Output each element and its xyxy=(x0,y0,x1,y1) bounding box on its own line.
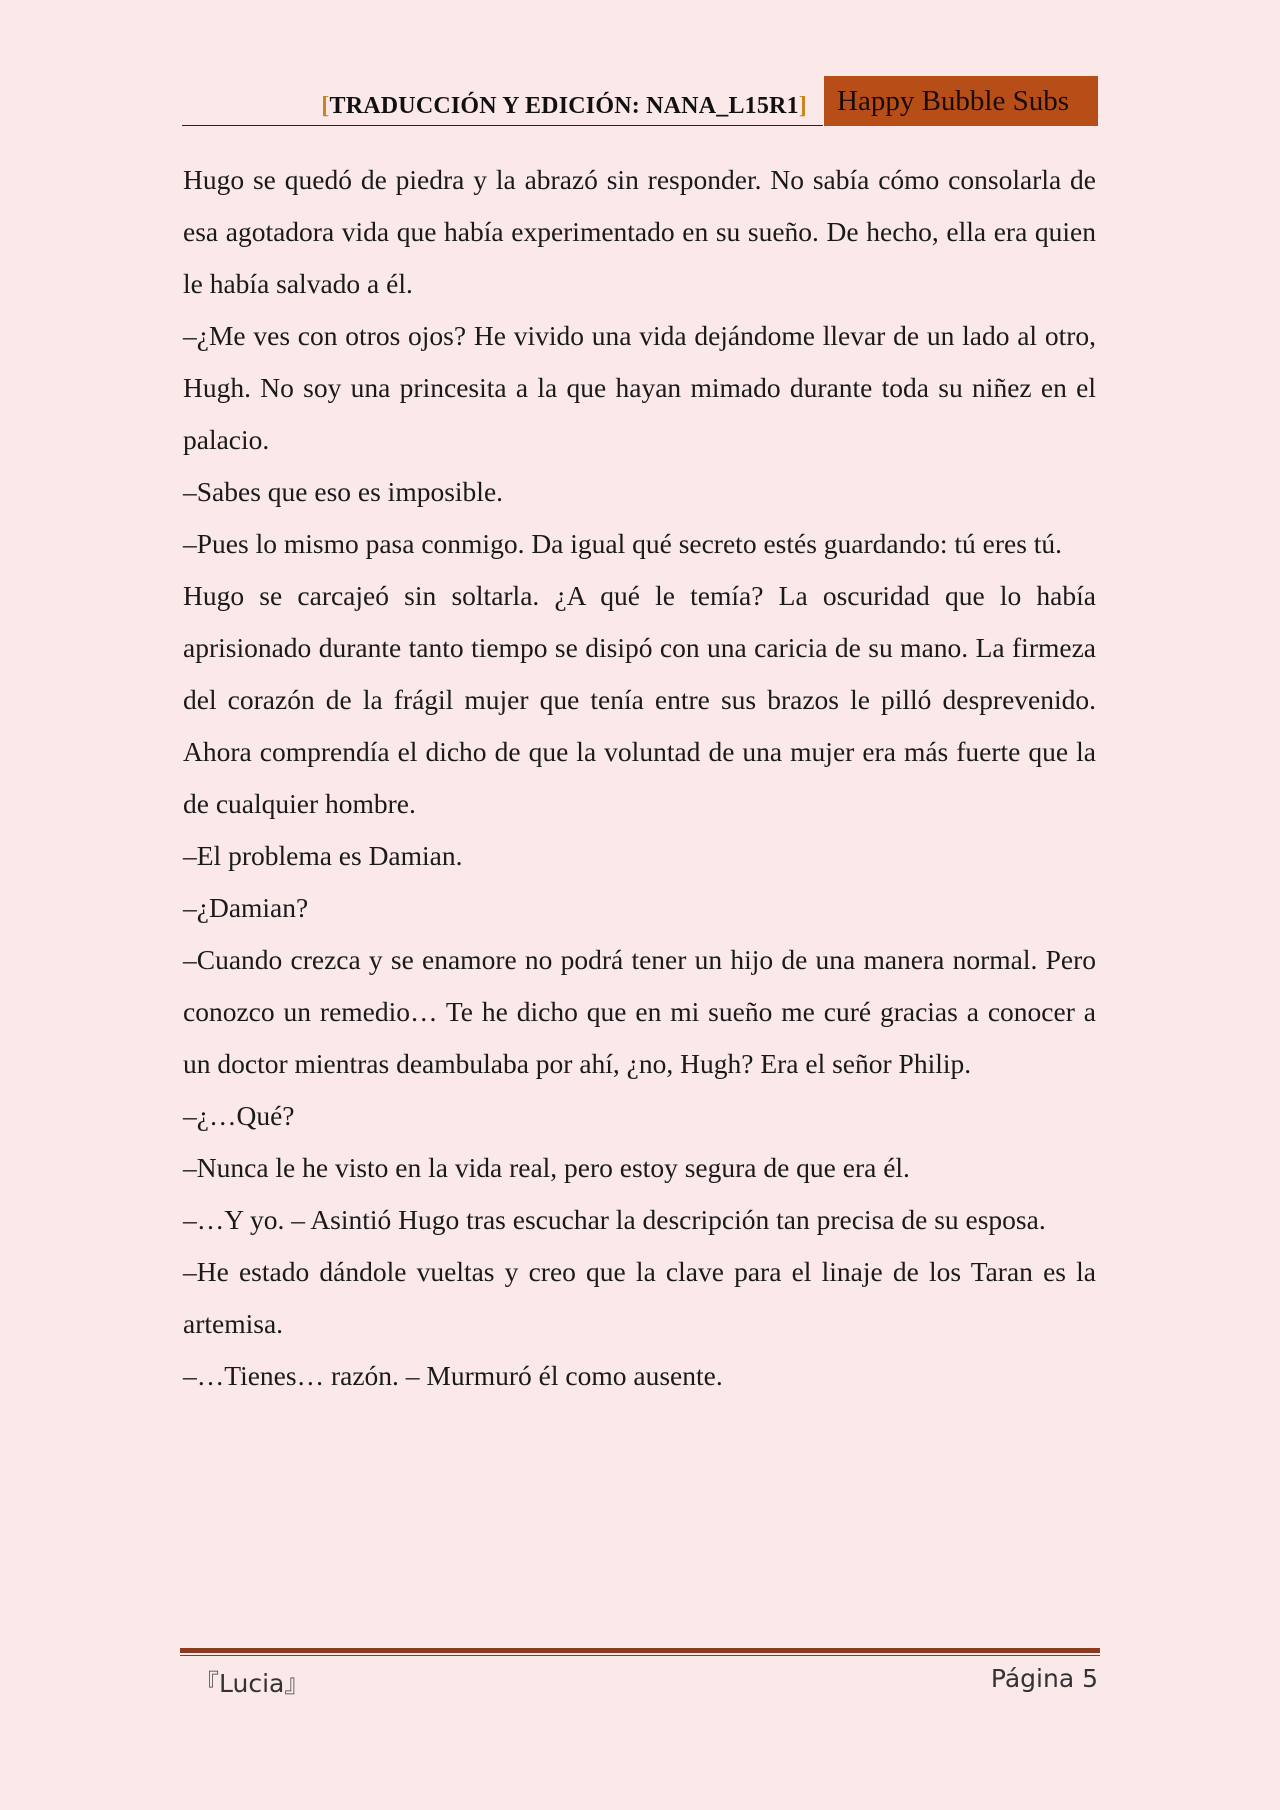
paragraph: –Nunca le he visto en la vida real, pero estoy segura de que era él. xyxy=(183,1152,910,1183)
header-title: TRADUCCIÓN Y EDICIÓN: NANA_L15R1 xyxy=(329,93,799,119)
paragraph: –Cuando crezca y se enamore no podrá tener un hijo de una manera normal. Pero conozco un remedio… Te he dicho que en mi sueño me curé gracias a conocer a un doctor mientras deambulaba por ahí, ¿no, Hugh? Era el señor Philip. xyxy=(183,944,1096,1079)
paragraph: Hugo se quedó de piedra y la abrazó sin responder. No sabía cómo consolarla de esa agotadora vida que había experimentado en su sueño. De hecho, ella era quien le había salvado a él. xyxy=(183,164,1096,299)
translation-credit xyxy=(321,93,807,120)
footer-row xyxy=(180,1662,1100,1706)
paragraph: –…Y yo. – Asintió Hugo tras escuchar la descripción tan precisa de su esposa. xyxy=(183,1204,1046,1235)
chapter-body xyxy=(183,154,1096,1402)
paragraph: –¿Me ves con otros ojos? He vivido una vida dejándome llevar de un lado al otro, Hugh. No soy una princesita a la que hayan mimado durante toda su niñez en el palacio. xyxy=(183,320,1096,455)
paragraph: –He estado dándole vueltas y creo que la clave para el linaje de los Taran es la artemisa. xyxy=(183,1256,1096,1339)
paragraph: –¿…Qué? xyxy=(183,1100,295,1131)
footer-rule-thin xyxy=(180,1655,1100,1656)
paragraph: –Sabes que eso es imposible. xyxy=(183,476,504,507)
paragraph: –…Tienes… razón. – Murmuró él como ausente. xyxy=(183,1360,723,1391)
header-rule xyxy=(182,125,823,126)
book-title: 『Lucia』 xyxy=(194,1669,310,1698)
paragraph: –Pues lo mismo pasa conmigo. Da igual qué secreto estés guardando: tú eres tú. xyxy=(183,528,1063,559)
page-footer xyxy=(180,1648,1100,1706)
paragraph: –¿Damian? xyxy=(183,892,309,923)
page-number: Página 5 xyxy=(990,1664,1098,1693)
bracket-close: ] xyxy=(798,93,807,119)
group-badge: Happy Bubble Subs xyxy=(824,76,1098,126)
footer-rule-thick xyxy=(180,1648,1100,1653)
paragraph: –El problema es Damian. xyxy=(183,840,463,871)
paragraph: Hugo se carcajeó sin soltarla. ¿A qué le temía? La oscuridad que lo había aprisionado durante tanto tiempo se disipó con una caricia de su mano. La firmeza del corazón de la frágil mujer que tenía entre sus brazos le pilló desprevenido. Ahora comprendía el dicho de que la voluntad de una mujer era más fuerte que la de cualquier hombre. xyxy=(183,580,1096,819)
page-header xyxy=(182,76,1098,126)
bracket-open: [ xyxy=(321,93,330,119)
